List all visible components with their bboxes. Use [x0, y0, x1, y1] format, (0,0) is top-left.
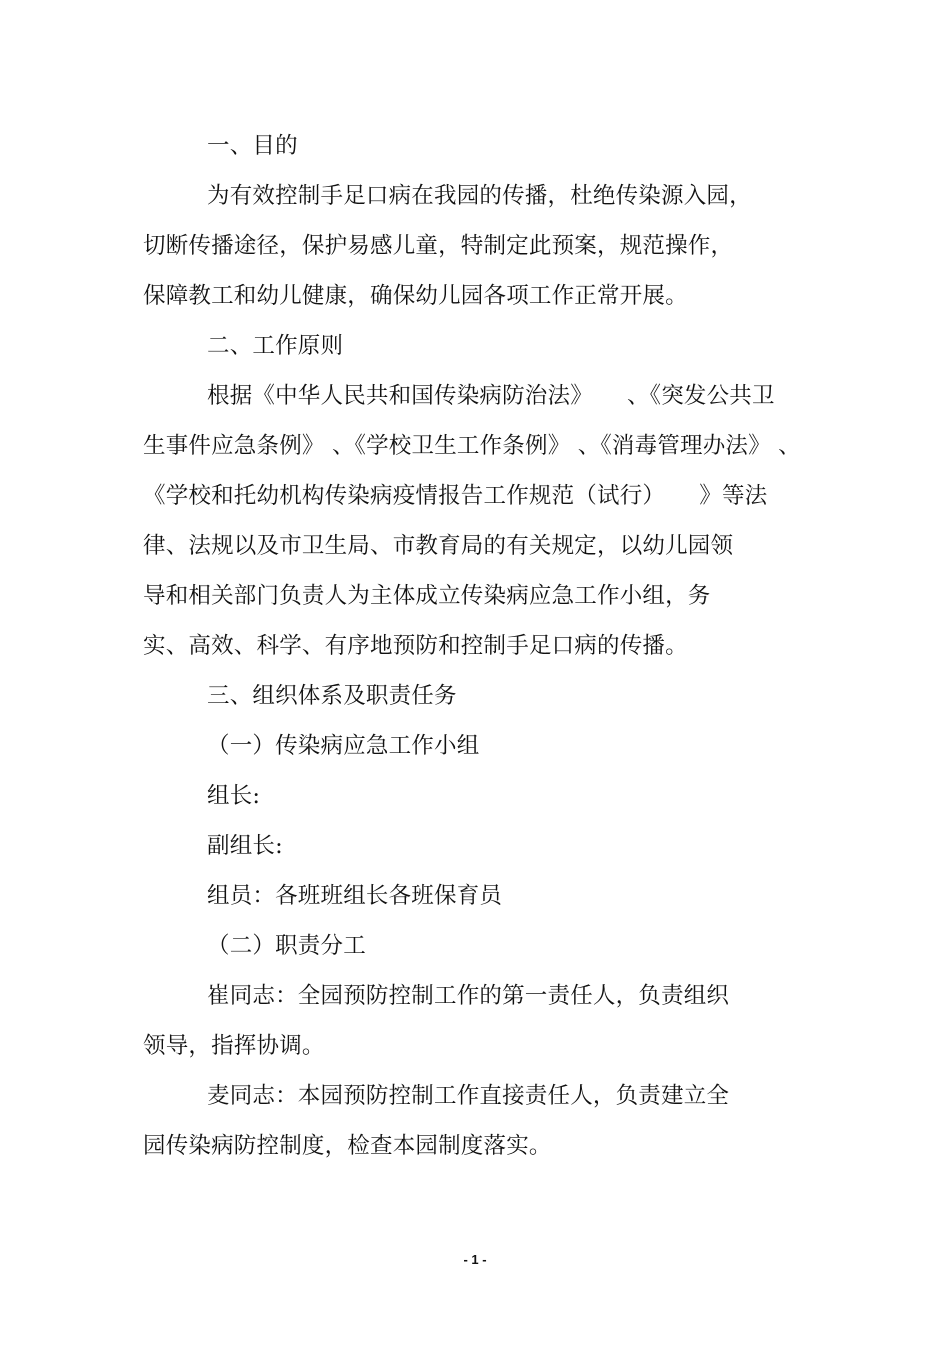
- section-heading-organization: 三、组织体系及职责任务: [207, 683, 457, 709]
- paragraph-line: 实、高效、科学、有序地预防和控制手足口病的传播。: [143, 633, 688, 659]
- subsection-heading-team: （一）传染病应急工作小组: [207, 733, 480, 759]
- paragraph-line: 园传染病防控制度，检查本园制度落实。: [143, 1133, 552, 1159]
- deputy-leader-line: 副组长:: [207, 833, 283, 859]
- team-leader-line: 组长:: [207, 783, 261, 809]
- team-members-line: 组员：各班班组长各班保育员: [207, 883, 503, 909]
- page-number: - 1 -: [463, 1252, 487, 1267]
- paragraph-line: 切断传播途径，保护易感儿童，特制定此预案，规范操作，: [143, 233, 734, 259]
- paragraph-line: 领导，指挥协调。: [143, 1033, 325, 1059]
- subsection-heading-duties: （二）职责分工: [207, 933, 366, 959]
- paragraph-line: 为有效控制手足口病在我园的传播，杜绝传染源入园，: [207, 183, 752, 209]
- paragraph-line: 导和相关部门负责人为主体成立传染病应急工作小组，务: [143, 583, 711, 609]
- paragraph-line: 保障教工和幼儿健康，确保幼儿园各项工作正常开展。: [143, 283, 688, 309]
- paragraph-line: 麦同志：本园预防控制工作直接责任人，负责建立全: [207, 1083, 730, 1109]
- paragraph-line: 律、法规以及市卫生局、市教育局的有关规定，以幼儿园领: [143, 533, 734, 559]
- paragraph-line: 《学校和托幼机构传染病疫情报告工作规范（试行） 》等法: [143, 483, 768, 509]
- paragraph-line: 生事件应急条例》 、《学校卫生工作条例》 、《消毒管理办法》 、: [143, 433, 801, 459]
- section-heading-purpose: 一、目的: [207, 133, 298, 159]
- paragraph-line: 崔同志：全园预防控制工作的第一责任人，负责组织: [207, 983, 730, 1009]
- paragraph-line: 根据《中华人民共和国传染病防治法》 、《突发公共卫: [207, 383, 775, 409]
- section-heading-principles: 二、工作原则: [207, 333, 344, 359]
